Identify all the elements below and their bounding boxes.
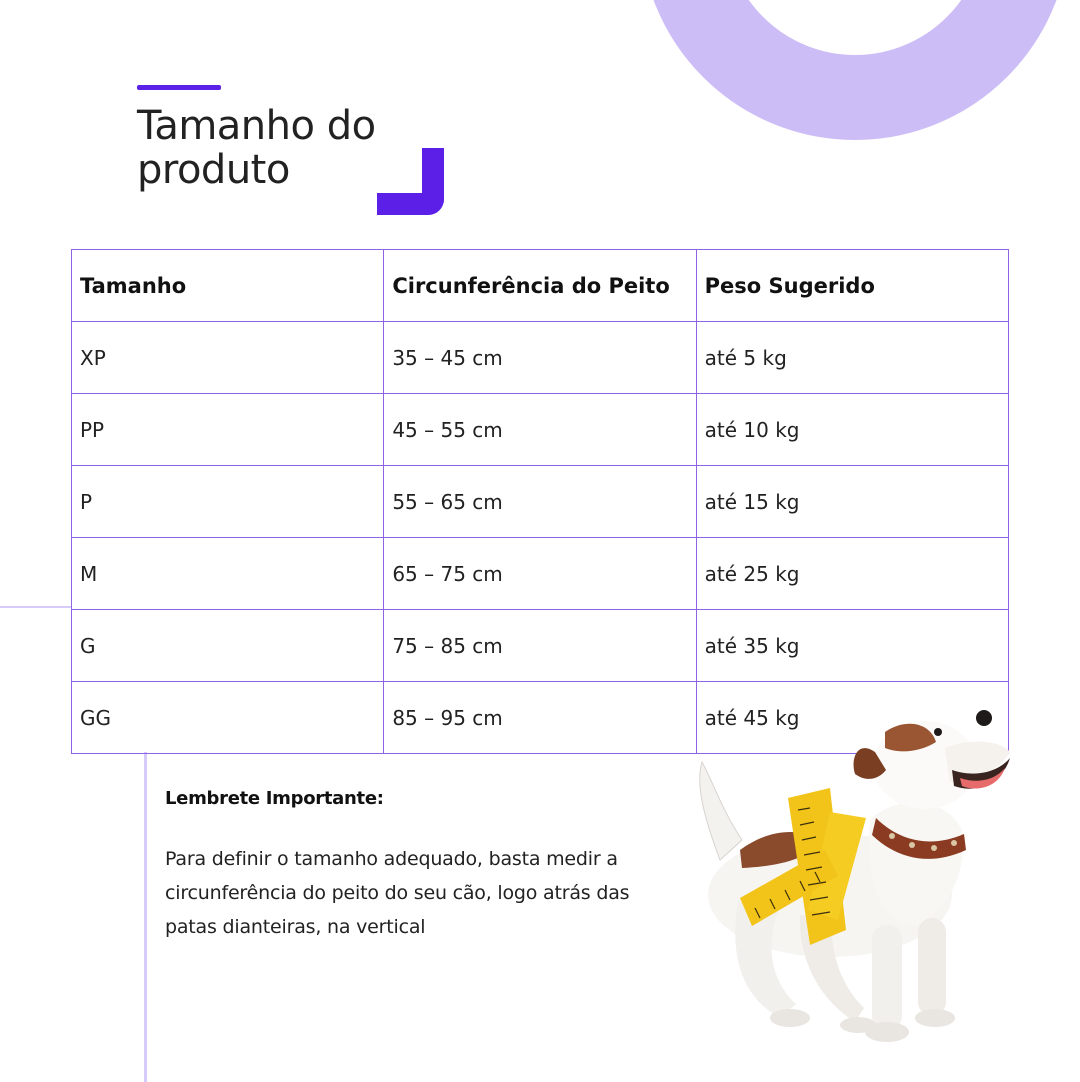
title-accent-bar [137, 85, 221, 90]
title-corner-accent [377, 148, 444, 215]
cell-chest: 55 – 65 cm [384, 466, 696, 538]
cell-size: G [72, 610, 384, 682]
size-table [71, 249, 1009, 754]
cell-chest: 35 – 45 cm [384, 322, 696, 394]
cell-weight: até 45 kg [696, 682, 1008, 754]
cell-weight: até 5 kg [696, 322, 1008, 394]
decorative-line-horizontal [0, 606, 72, 608]
decorative-line-vertical [144, 752, 147, 1082]
reminder-text: Para definir o tamanho adequado, basta medir a circunferência do peito do seu cão, logo atrás das patas dianteiras, na vertical [165, 848, 630, 938]
decorative-ring [640, 0, 1070, 140]
table-row [72, 538, 1009, 610]
table-header-row [72, 250, 1009, 322]
header-circunferencia: Circunferência do Peito [384, 250, 696, 322]
table-row [72, 394, 1009, 466]
cell-weight: até 25 kg [696, 538, 1008, 610]
cell-size: GG [72, 682, 384, 754]
cell-weight: até 10 kg [696, 394, 1008, 466]
reminder-title: Lembrete Importante: [165, 788, 384, 809]
cell-weight: até 35 kg [696, 610, 1008, 682]
dog-with-measuring-tape-icon [680, 700, 1020, 1060]
cell-weight: até 15 kg [696, 466, 1008, 538]
cell-chest: 45 – 55 cm [384, 394, 696, 466]
cell-size: P [72, 466, 384, 538]
cell-chest: 85 – 95 cm [384, 682, 696, 754]
page-title-line-2: produto [137, 147, 290, 193]
page-title [137, 104, 376, 192]
cell-size: PP [72, 394, 384, 466]
cell-chest: 75 – 85 cm [384, 610, 696, 682]
header-peso: Peso Sugerido [696, 250, 1008, 322]
table-row [72, 322, 1009, 394]
page-title-line-1: Tamanho do [137, 103, 376, 149]
cell-size: M [72, 538, 384, 610]
table-row [72, 466, 1009, 538]
cell-size: XP [72, 322, 384, 394]
table-row [72, 610, 1009, 682]
cell-chest: 65 – 75 cm [384, 538, 696, 610]
header-tamanho: Tamanho [72, 250, 384, 322]
